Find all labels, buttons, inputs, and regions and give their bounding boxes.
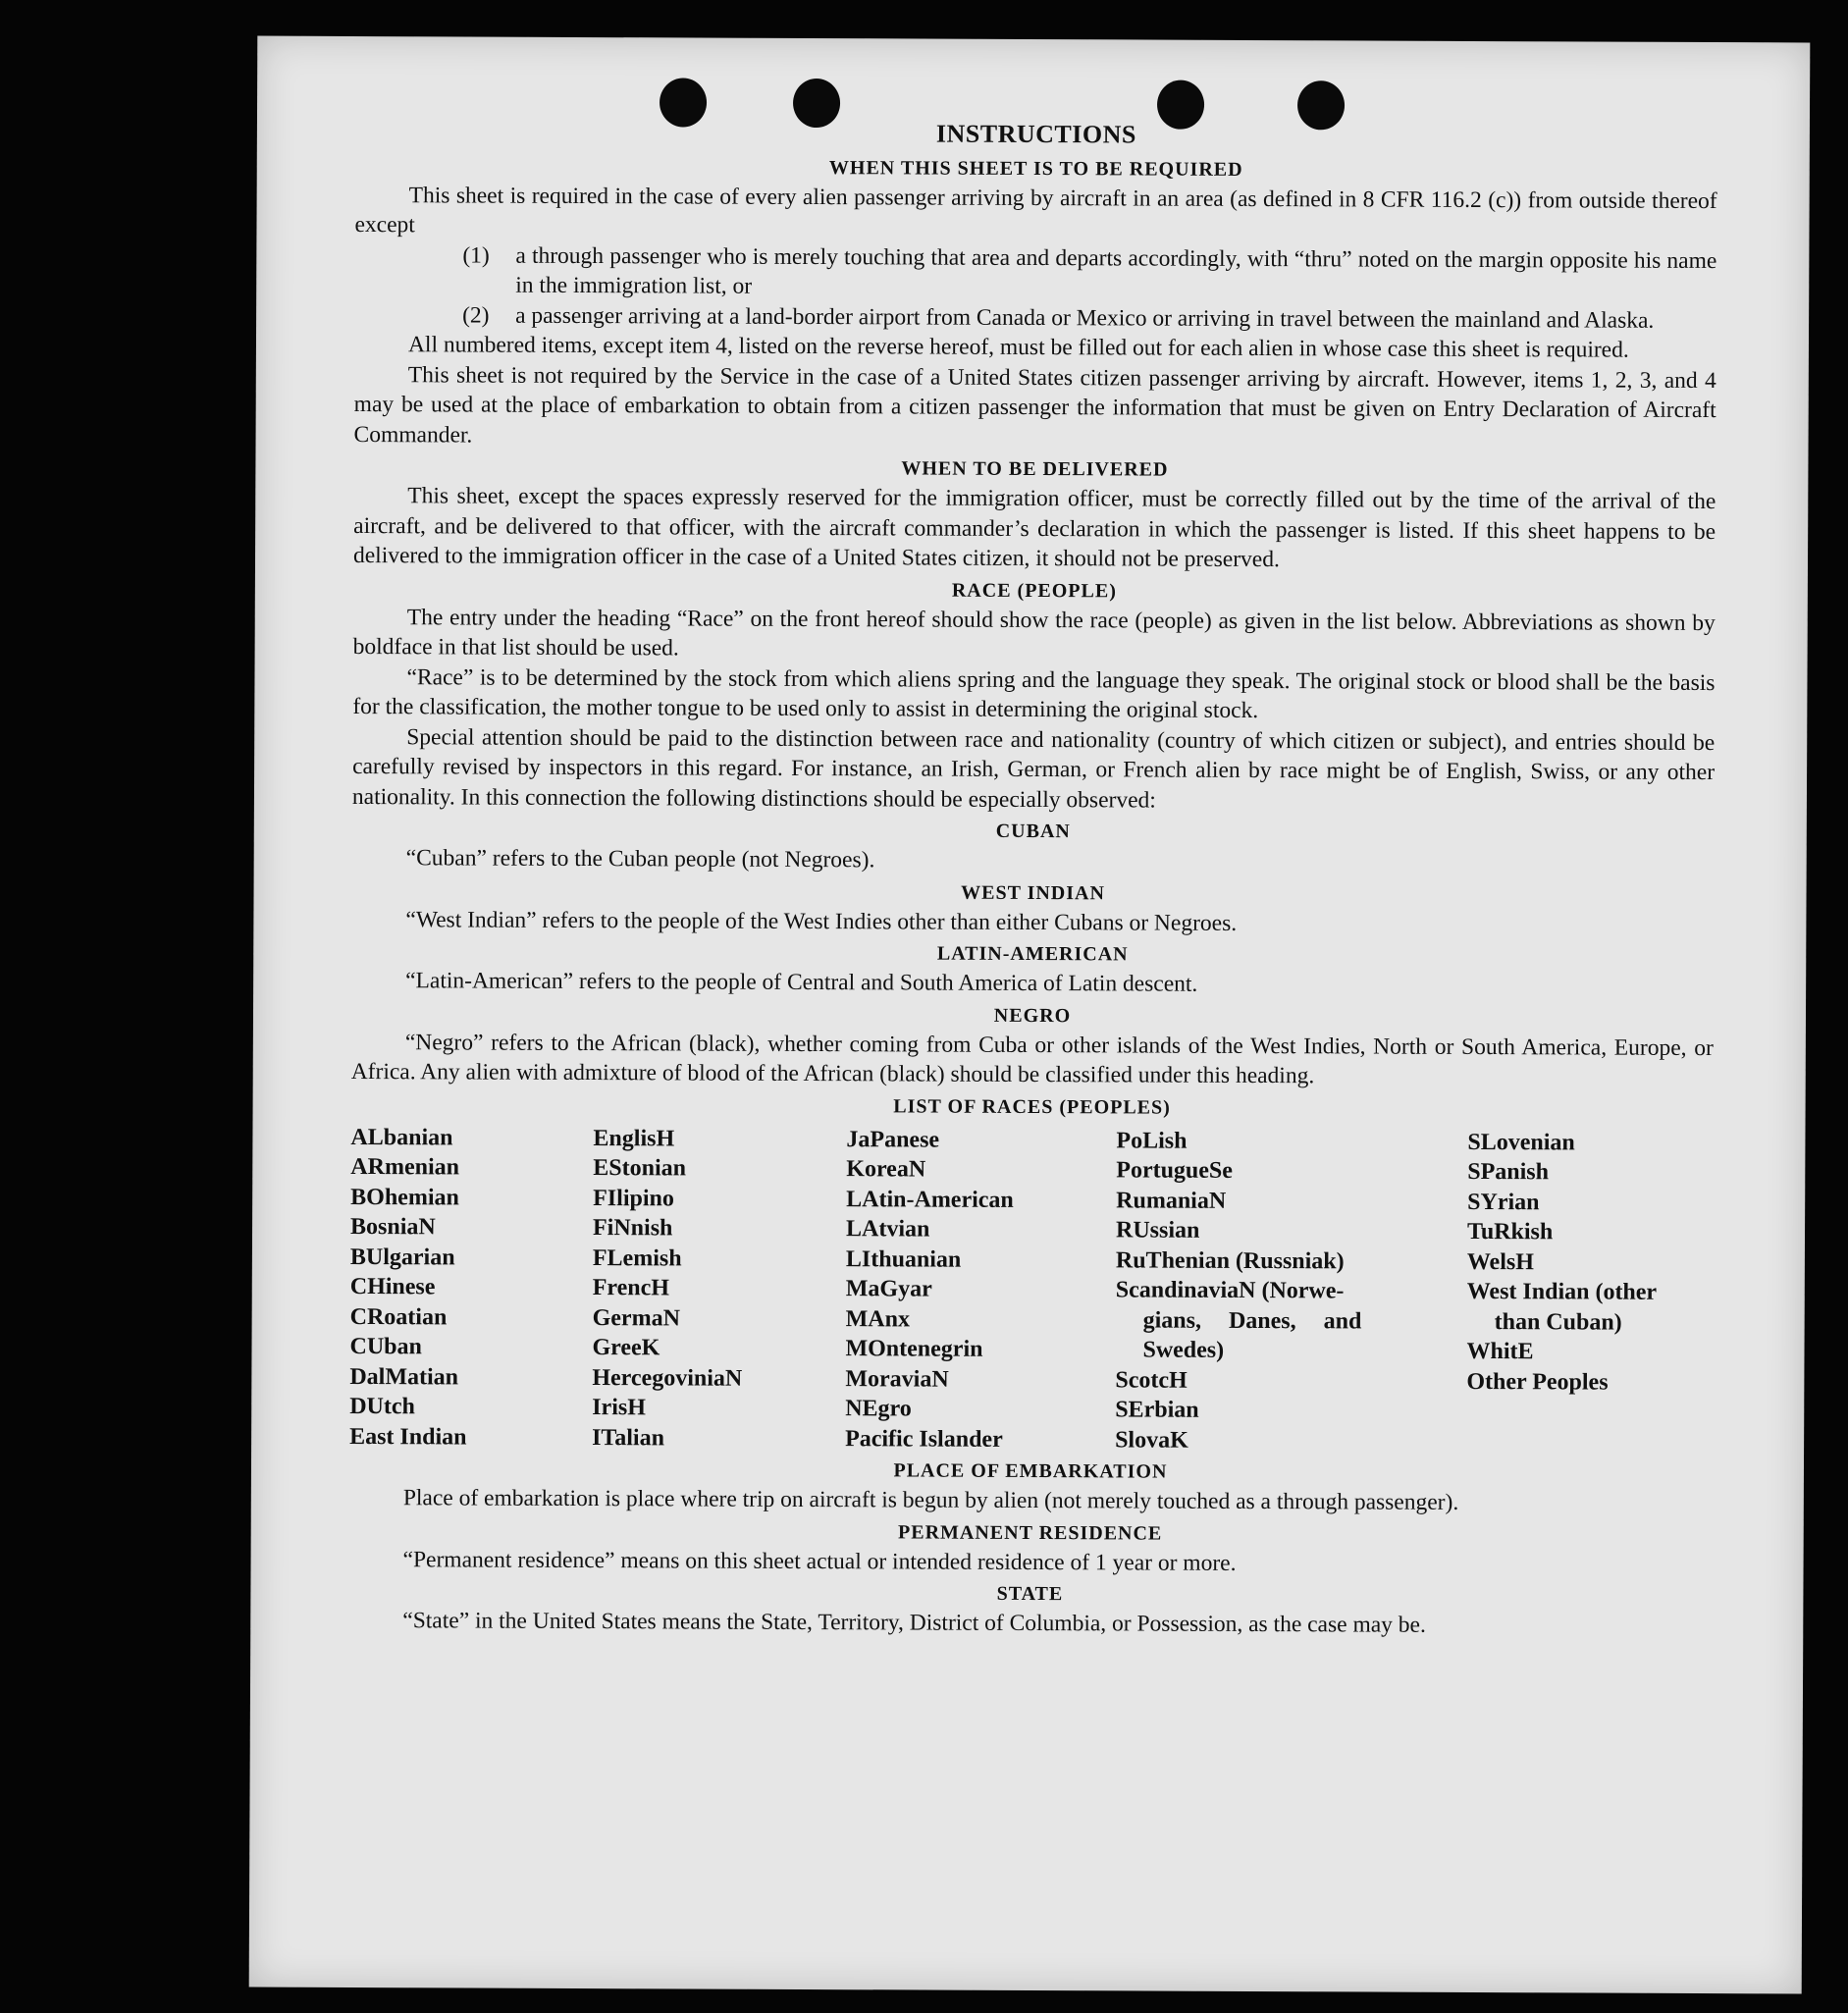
paragraph-state: “State” in the United States means the State, Territory, District of Columbia, or Possession, as the case may be.	[402, 1608, 1426, 1638]
race-entry: LAtvian	[845, 1216, 930, 1243]
paragraph-permanent-residence: “Permanent residence” means on this sheet actual or intended residence of 1 year or more.	[402, 1546, 1237, 1576]
paragraph-race-1: The entry under the heading “Race” on the front hereof should show the race (people) as given in the list below. Abbreviations as shown by boldface in that list should be used.	[352, 604, 1716, 662]
heading-cuban: CUBAN	[995, 820, 1071, 843]
race-entry: FrencH	[592, 1275, 670, 1301]
races-column-4	[1115, 1126, 1467, 1457]
paragraph-latin-american: “Latin-American” refers to the people of Central and South America of Latin descent.	[405, 968, 1198, 997]
paragraph-citizen: This sheet is not required by the Service in the case of a United States citizen passenger arriving by aircraft. However, items 1, 2, 3, and 4 may be used at the place of embarkation to obtain from a citizen passenger the information that must be given on Entry Declaration of Aircraft Commander.	[353, 361, 1716, 449]
race-entry: SLovenian	[1467, 1129, 1575, 1155]
heading-negro: NEGRO	[993, 1004, 1072, 1027]
paragraph-when-delivered: This sheet, except the spaces expressly reserved for the immigration officer, must be correctly filled out by the time of the arrival of the aircraft, and be delivered to that officer, with the aircraft commander’s declaration in which the passenger is listed. If this sheet happens to be delivered to the immigration officer in the case of a United States citizen, it should not be preserved.	[352, 483, 1716, 573]
race-entry: Other Peoples	[1466, 1368, 1609, 1396]
heading-when-delivered: WHEN TO BE DELIVERED	[901, 457, 1169, 481]
heading-when-required: WHEN THIS SHEET IS TO BE REQUIRED	[828, 156, 1243, 181]
paragraph-cuban: “Cuban” refers to the Cuban people (not Negroes).	[405, 845, 875, 874]
race-entry: FLemish	[592, 1245, 682, 1271]
races-column-5	[1466, 1127, 1713, 1457]
race-entry: GermaN	[592, 1304, 681, 1331]
paragraph-when-required-intro: This sheet is required in the case of every alien passenger arriving by aircraft in an area (as defined in 8 CFR 116.2 (c)) from outside thereof except	[354, 182, 1717, 238]
heading-latin-american: LATIN-AMERICAN	[936, 942, 1129, 966]
heading-embarkation: PLACE OF EMBARKATION	[893, 1459, 1168, 1483]
race-entry: MaGyar	[845, 1276, 932, 1302]
paragraph-embarkation: Place of embarkation is place where trip on aircraft is begun by alien (not merely touched as a through passenger).	[402, 1485, 1459, 1515]
races-list	[349, 1122, 1713, 1457]
item-number: (1)	[462, 241, 490, 269]
item-text: a through passenger who is merely touching that area and departs accordingly, with “thru” noted on the margin opposite his name in the immigration list, or	[515, 242, 1717, 299]
race-entry: ScotcH	[1115, 1366, 1188, 1394]
heading-permanent-residence: PERMANENT RESIDENCE	[898, 1520, 1163, 1545]
race-entry: HercegoviniaN	[592, 1364, 743, 1392]
race-entry: SlovaK	[1115, 1426, 1188, 1454]
race-entry: PortugueSe	[1116, 1157, 1234, 1184]
race-entry: SPanish	[1467, 1158, 1550, 1186]
instructions-body	[348, 117, 1717, 1642]
race-entry-scandinavian-cont: Swedes)	[1142, 1337, 1225, 1363]
races-column-1	[349, 1122, 593, 1453]
races-column-2	[592, 1124, 846, 1455]
race-entry: East Indian	[349, 1423, 467, 1451]
race-entry: EStonian	[593, 1155, 687, 1182]
item-text: a passenger arriving at a land-border airport from Canada or Mexico or arriving in travel between the mainland and Alaska.	[515, 302, 1655, 334]
races-column-3	[845, 1125, 1116, 1456]
race-entry: TuRkish	[1466, 1218, 1554, 1245]
race-entry: Pacific Islander	[845, 1425, 1003, 1453]
race-entry: WhitE	[1466, 1338, 1534, 1365]
paragraph-numbered-items: All numbered items, except item 4, listed on the reverse hereof, must be filled out for each alien in whose case this sheet is required.	[407, 332, 1629, 363]
item-number: (2)	[462, 301, 490, 329]
race-entry: EnglisH	[593, 1125, 675, 1151]
race-entry: WelsH	[1466, 1248, 1534, 1275]
race-entry: RumaniaN	[1116, 1187, 1227, 1214]
race-entry: BUlgarian	[349, 1244, 455, 1270]
race-entry: FiNnish	[592, 1215, 673, 1242]
race-entry: ITalian	[592, 1424, 665, 1451]
race-entry-scandinavian-cont: gians, Danes, and	[1142, 1307, 1362, 1334]
page-title: INSTRUCTIONS	[935, 119, 1136, 149]
race-entry: LAtin-American	[846, 1186, 1014, 1213]
race-entry: CRoatian	[349, 1303, 448, 1330]
race-entry: ARmenian	[350, 1153, 460, 1181]
race-entry: MoraviaN	[845, 1365, 949, 1393]
race-entry: RUssian	[1115, 1217, 1200, 1244]
race-entry: JaPanese	[846, 1126, 940, 1153]
paragraph-race-2: “Race” is to be determined by the stock from which aliens spring and the language they speak. The original stock or blood shall be the basis for the classification, the mother tongue to be used only to assist in determining the original stock.	[352, 663, 1716, 724]
race-entry: BosniaN	[349, 1213, 436, 1241]
race-entry: KoreaN	[846, 1156, 926, 1183]
heading-race: RACE (PEOPLE)	[951, 579, 1117, 602]
race-entry: FIlipino	[593, 1185, 674, 1211]
heading-list-of-races: LIST OF RACES (PEOPLES)	[893, 1094, 1171, 1119]
race-entry: PoLish	[1116, 1127, 1188, 1154]
race-entry: LIthuanian	[845, 1245, 962, 1273]
race-entry: SYrian	[1467, 1189, 1540, 1215]
race-entry: CUban	[349, 1333, 422, 1360]
race-entry: SErbian	[1115, 1397, 1199, 1423]
paragraph-negro: “Negro” refers to the African (black), whether coming from Cuba or other islands of the West Indies, North or South America, Europe, or Africa. Any alien with admixture of blood of the African (black) should be classified under this heading.	[350, 1029, 1714, 1089]
heading-state: STATE	[996, 1582, 1064, 1606]
paragraph-west-indian: “West Indian” refers to the people of the West Indies other than either Cubans or Negroes.	[405, 906, 1238, 936]
race-entry-west-indian: West Indian (other	[1466, 1278, 1658, 1305]
exception-item-1	[462, 240, 1716, 306]
race-entry: MOntenegrin	[845, 1336, 983, 1362]
document-page	[249, 36, 1811, 1994]
race-entry: DUtch	[349, 1393, 415, 1420]
race-entry: RuThenian (Russniak)	[1115, 1246, 1345, 1274]
race-entry: MAnx	[845, 1305, 911, 1332]
race-entry: NEgro	[845, 1396, 912, 1422]
paragraph-race-3: Special attention should be paid to the distinction between race and nationality (country of which citizen or subject), and entries should be carefully revised by inspectors in this regard. For instance, an Irish, German, or French alien by race might be of English, Swiss, or any other nationality. In this connection the following distinctions should be especially observed:	[351, 723, 1716, 814]
race-entry: BOhemian	[350, 1184, 459, 1210]
race-entry-west-indian-cont: than Cuban)	[1494, 1308, 1622, 1336]
race-entry: DalMatian	[349, 1363, 459, 1390]
race-entry: IrisH	[592, 1395, 646, 1421]
race-entry: ALbanian	[350, 1124, 453, 1150]
race-entry: GreeK	[592, 1335, 660, 1361]
race-entry: CHinese	[349, 1273, 436, 1300]
heading-west-indian: WEST INDIAN	[961, 881, 1105, 904]
race-entry-scandinavian: ScandinaviaN (Norwe-	[1115, 1277, 1345, 1304]
